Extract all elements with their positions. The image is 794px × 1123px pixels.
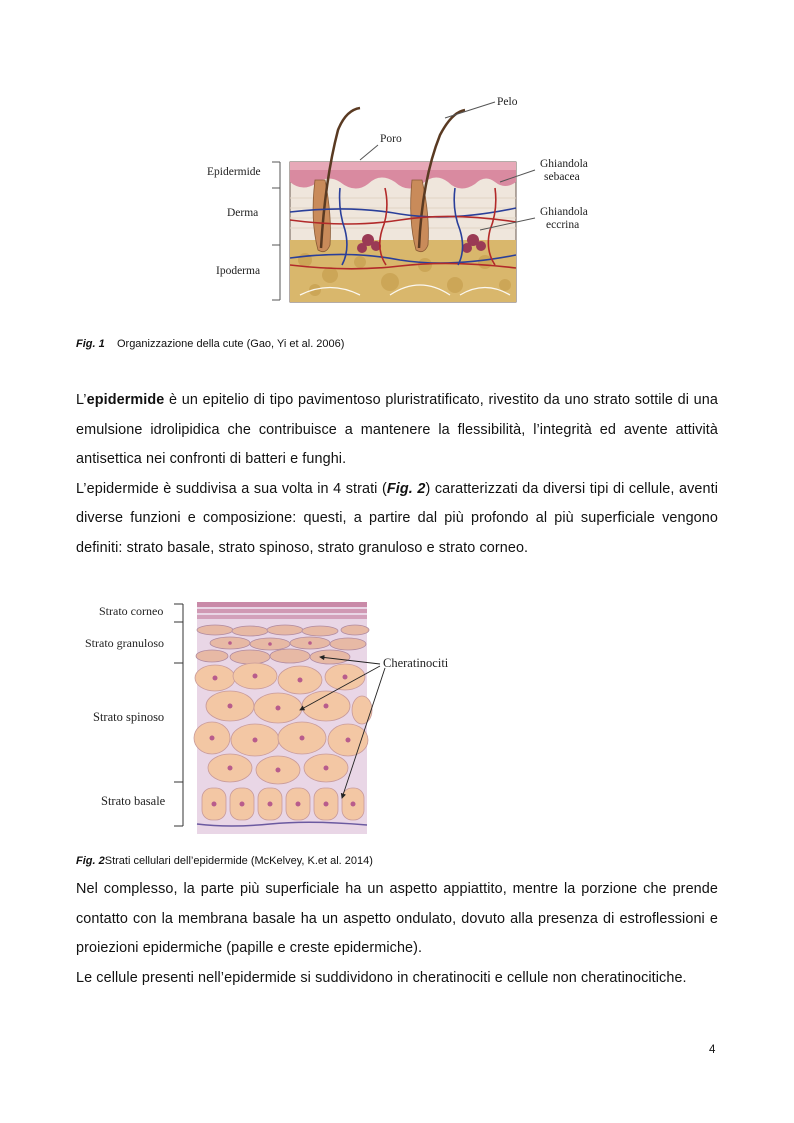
text-line: L’epidermide è un epitelio di tipo pavimentoso pluristratificato, rivestito da uno strato sottile di una (76, 392, 718, 408)
figure-2-caption (76, 855, 373, 867)
text-line: contatto con la membrana basale ha un aspetto ondulato, dovuto alla presenza di estroflessioni e (76, 910, 718, 927)
label-strato-basale: Strato basale (101, 794, 166, 808)
text-line: antisettica nei confronti di batteri e funghi. (76, 451, 347, 467)
label-strato-granuloso: Strato granuloso (85, 636, 164, 650)
paragraph-complesso (76, 875, 718, 993)
fig-2-reference: Fig. 2 (386, 480, 426, 497)
text-line: definiti: strato basale, strato spinoso, strato granuloso e strato corneo. (76, 539, 529, 556)
label-derma: Derma (227, 207, 259, 219)
figure-1-caption (76, 338, 344, 350)
text-line: Le cellule presenti nell’epidermide si suddividono in cheratinociti e cellule non cheratinocitiche. (76, 969, 687, 986)
figure-1 (190, 90, 588, 320)
label-strato-corneo: Strato corneo (99, 604, 164, 618)
label-ghiandola-sebacea-1: Ghiandola (540, 158, 588, 170)
label-ghiandola-eccrina-2: eccrina (546, 219, 580, 231)
label-strato-spinoso: Strato spinoso (93, 710, 165, 724)
term-epidermide: epidermide (86, 392, 165, 408)
label-ghiandola-sebacea-2: sebacea (544, 171, 580, 183)
text-line: Nel complesso, la parte più superficiale ha un aspetto appiattito, mentre la porzione che prende (76, 881, 718, 897)
figure-2-caption-text: Strati cellulari dell’epidermide (McKelvey, K.et al. 2014) (104, 855, 373, 867)
label-pelo: Pelo (497, 96, 518, 108)
figure-1-label: Fig. 1 (76, 338, 105, 350)
page-number: 4 (709, 1044, 716, 1056)
label-ipoderma: Ipoderma (216, 265, 261, 277)
label-poro: Poro (380, 133, 402, 145)
skin-diagram (190, 90, 570, 320)
label-cheratinociti: Cheratinociti (383, 656, 449, 670)
label-epidermide: Epidermide (207, 166, 261, 178)
text-line: proiezioni epidermiche (papille e creste epidermiche). (76, 940, 423, 956)
label-ghiandola-eccrina-1: Ghiandola (540, 206, 588, 218)
figure-2-label: Fig. 2 (76, 855, 105, 867)
figure-1-caption-text: Organizzazione della cute (Gao, Yi et al. 2006) (116, 338, 345, 350)
text-line: emulsione idrolipidica che contribuisce a mantenere la flessibilità, l’integrità ed avente attività (76, 421, 718, 438)
paragraph-epidermide (76, 386, 718, 563)
figure-2 (80, 598, 460, 838)
text-line: L’epidermide è suddivisa a sua volta in 4 strati (Fig. 2) caratterizzati da diversi tipi di cellule, aventi (76, 480, 718, 497)
text-line: diverse funzioni e composizione: questi, a partire dal più profondo al più superficiale vengono (76, 510, 718, 526)
